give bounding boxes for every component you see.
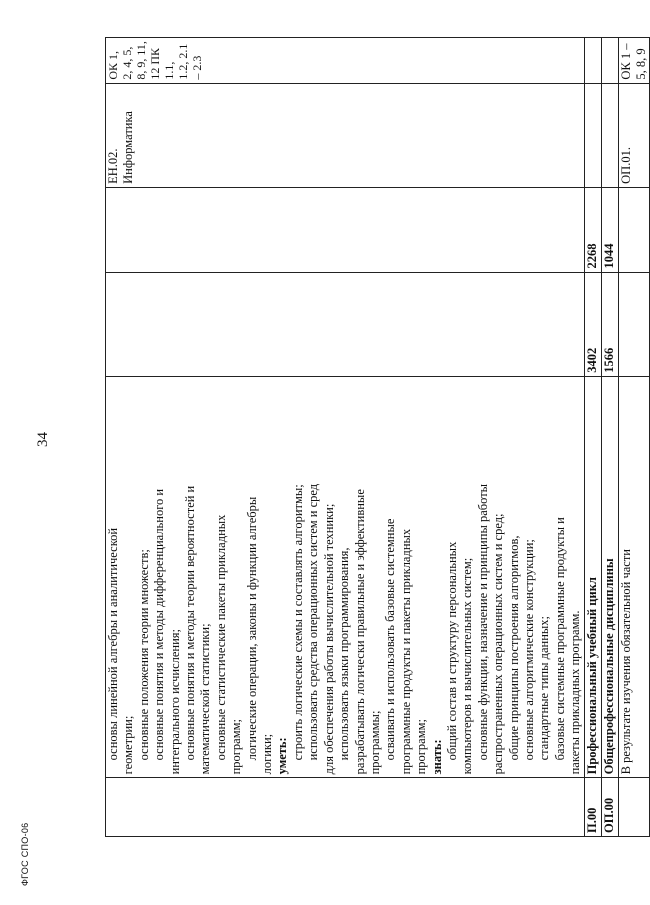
text-line: математической статистики; [198,623,213,775]
text-line: основы линейной алгебры и аналитической [106,527,120,761]
row-discipline [601,83,618,187]
discipline-code: ЕН.02. [106,148,120,184]
row-code [618,778,649,837]
text-line: основные положения теории множеств; [136,549,151,761]
table-row [601,38,618,837]
text-line: программные продукты и пакеты прикладных [398,528,413,775]
text-line: общие принципы построения алгоритмов, [506,535,521,761]
row-competencies [584,38,601,84]
row-name: Общепрофессиональные дисциплины [601,376,618,778]
cell-description [106,376,585,778]
text-line: базовые системные программные продукты и [552,517,567,761]
page-number: 34 [35,432,51,447]
text-line: строить логические схемы и составлять алгоритмы; [290,484,305,761]
text-line: интегрального исчисления; [167,628,182,775]
text-line: осваивать и использовать базовые системные [383,518,398,761]
text-line: геометрии; [121,715,136,775]
curriculum-table [105,37,650,837]
text-line: использовать средства операционных систем и сред [306,483,321,761]
row-competencies [601,38,618,84]
cell-mandatory-hours [106,187,585,272]
text-line: распространенных операционных систем и сред; [491,513,506,775]
text-line: основные алгоритмические конструкции; [521,539,536,761]
text-line: основные понятия и методы дифференциального и [152,488,167,761]
cell-discipline [106,83,585,187]
text-line: программ; [229,718,244,775]
row-mandatory: 1044 [601,187,618,272]
row-name: Профессиональный учебный цикл [584,376,601,778]
row-max: 3402 [584,272,601,376]
row-code: ОП.00 [601,778,618,837]
text-line: программы; [367,710,382,775]
row-name: В результате изучения обязательной части [618,376,649,778]
row-code: П.00 [584,778,601,837]
cell-competencies [106,38,585,84]
text-line: общий состав и структуру персональных [444,541,459,761]
text-line: использовать языки программирования, [337,547,352,761]
cell-max-hours [106,272,585,376]
umet-heading: уметь: [275,737,290,775]
row-competencies: ОК 1 – 5, 8, 9 [618,38,649,84]
footer-code: ФГОС СПО-06 [20,822,30,886]
text-line: разрабатывать логически правильные и эффективные [352,489,367,775]
row-discipline: ОП.01. [618,83,649,187]
text-line: стандартные типы данных; [537,615,552,761]
text-line: основные статистические пакеты прикладных [213,514,228,761]
text-line: для обеспечения работы вычислительной техники; [321,503,336,775]
rotated-table-region [105,37,648,837]
text-line: программ; [414,718,429,775]
table-row [618,38,649,837]
text-line: логические операции, законы и функции алгебры [244,496,259,761]
cell-code [106,778,585,837]
znat-heading: знать: [429,739,444,775]
table-row [584,38,601,837]
competencies-text: ОК 1, 2, 4, 5, 8, 9, 11, 12 ПК 1.1, 1.2, 2.1 – 2.3 [106,41,204,80]
discipline-name: Информатика [121,111,136,184]
table-row-informatics [106,38,585,837]
row-discipline [584,83,601,187]
text-line: основные функции, назначение и принципы работы [475,483,490,761]
text-line: компьютеров и вычислительных систем; [460,557,475,775]
text-line: логики; [260,733,275,775]
text-line: пакеты прикладных программ. [568,610,583,775]
row-max: 1566 [601,272,618,376]
row-max [618,272,649,376]
row-mandatory [618,187,649,272]
row-mandatory: 2268 [584,187,601,272]
text-line: основные понятия и методы теории вероятностей и [183,485,198,761]
